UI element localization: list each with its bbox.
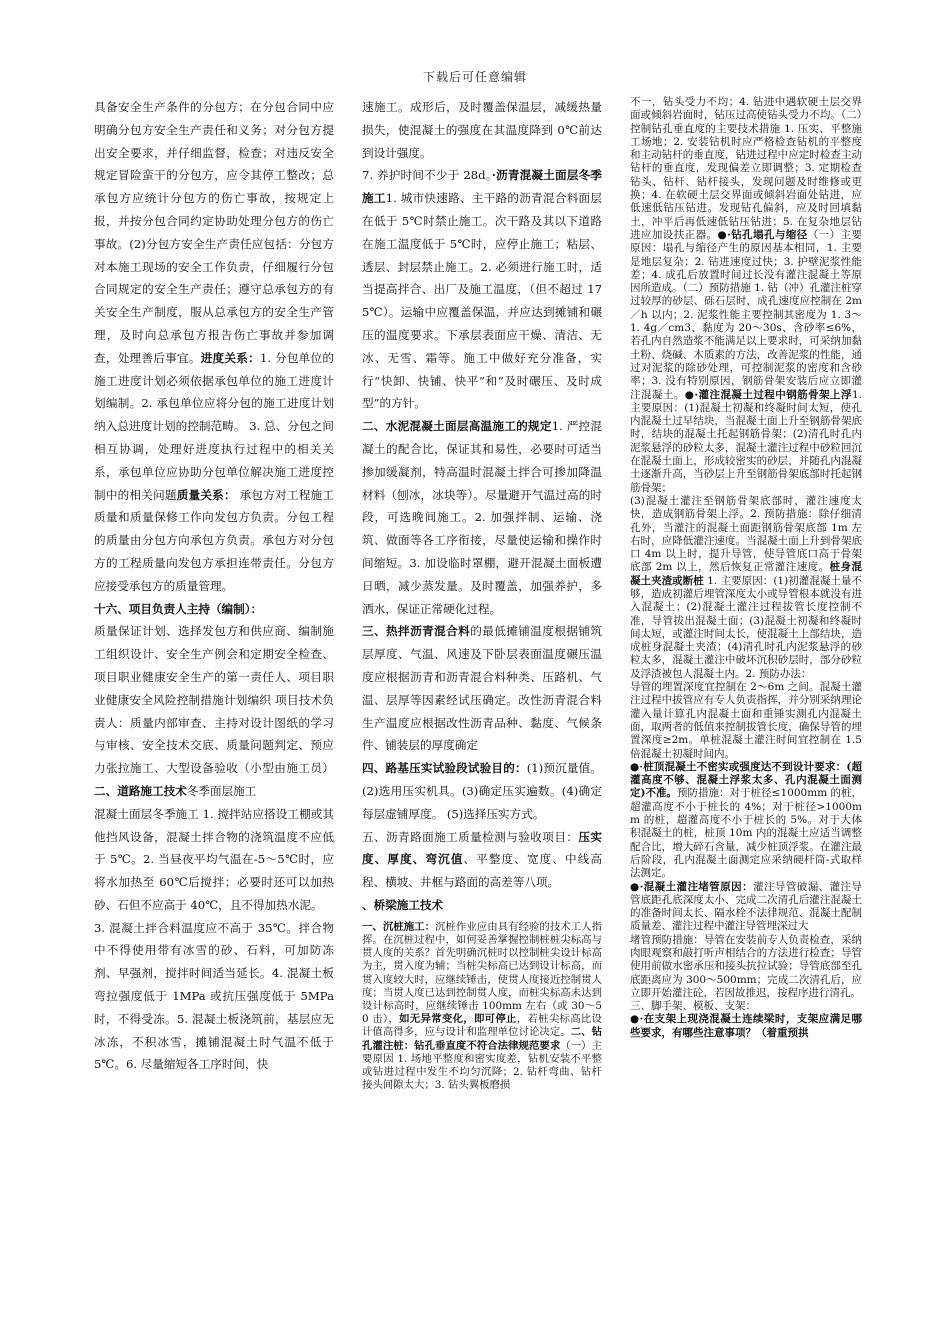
body-text: 堵管预防措施：导管在安装前专人负责检查，采纳肉眼观察和敲打听声相结合的方法进行检查；导管使用前做水密承压和接头抗拉试验；导管底部至孔底距离应为 300～500mm；完成二次清孔后，应立即开始灌注砼，若因故推迟，按程序进行清孔。 — [630, 933, 862, 999]
body-text: 1. 分包单位的施工进度计划必须依据承包单位的施工进度计划编制。2. 承包单位应将分包的施工进度计划纳入总进度计划的控制范畴。 3. 总、分包之间相互协调，处理好进度执行过程中的相关关系，承包单位应协助分包单位解决施工进度控制中的相关问题 — [94, 350, 334, 502]
bold-heading-text: ●·混凝土灌注堵管原因： — [630, 880, 754, 893]
body-text: 混凝土面层冬季施工 1. 搅拌站应搭设工棚或其他挡风设备，混凝土拌合物的浇筑温度不应低于 5℃。2. 当昼夜平均气温在-5～5℃时，应将水加热至 60℃后搅拌；必要时还可以加热砂、石但不应高于 40℃，且不得加热水泥。 — [94, 806, 334, 912]
body-text: 三、脚手架、模板、支架： — [630, 1000, 756, 1013]
bold-heading-text: 、桥梁施工技术 — [362, 897, 444, 912]
body-text: 预防措施：对于桩径≤1000mm 的桩，超灌高度不小于桩长的 4%；对于桩径>1000mm 的桩，超灌高度不小于桩长的 5%。对于大体积混凝土的桩，桩顶 10m 内的混凝土应适当调整配合比，增大碎石含量，减少桩顶浮浆。在灌注最后阶段，孔内混凝土面测定应采纳硬杆筒-式取样法测定。 — [630, 787, 862, 880]
body-text: 不一，钻头受力不均；4. 钻进中遇软硬土层交界面或倾斜岩面时，钻压过高使钻头受力不均。（二）控制钻孔垂直度的主要技术措施 1. 压实、平整施工场地；2. 安装钻机时应严格检查钻机的平整度和主动钻杆的垂直度，钻进过程中应定时检查主动钻杆的垂直度，发现偏差立即调整；3. 定期检查钻头、钻杆、钻杆接头，发现问题及时维修或更换；4. 在软硬土层交界面或倾斜岩面处钻进，应低速低钻压钻进。发现钻孔偏斜，应及时回填黏土，冲平后再低速低钻压钻进；5. 在复杂地层钻进应加设扶正器。 — [630, 96, 862, 241]
body-text: 质量保证计划、选择发包方和供应商、编制施工组织设计、安全生产例会和定期安全检查、项目职业健康安全生产的第一责任人、项目职业健康安全风险控制措施计划编织 项目技术负责人：质量内部审查、主持对设计图纸的学习与审核、安全技术交底、质量问题判定、预应力张拉施工、大型设备验收（小型由施工员） — [94, 624, 334, 776]
bridge-section-text — [362, 921, 602, 1093]
bold-heading-text: 进度关系： — [200, 350, 260, 365]
body-text: ，若桩尖标高比设计值高得多，应与设计和监理单位讨论决定。 — [362, 1013, 602, 1039]
body-text: 沉桩作业应由具有经验的技术工人指挥。在沉桩过程中，如何妥善掌握控制桩桩尖标高与贯人度的关系？首先明确沉桩时以控制桩尖设计标高为主，贯入度为辅；当桩尖标高已达到设计标高，而贯入度较大时，应继续锤击，使贯人度接近控制贯人度；当贯人度已达到控制贯人度，而桩尖标高未达到设计标高时，应继续锤击 100mm 左右（或 30～50 击）， — [362, 920, 602, 1026]
bold-heading-text: 桩身混凝土夹渣或断桩 — [630, 561, 862, 587]
body-text: (1)预沉量值。(2)选用压实机具。(3)确定压实遍数。(4)确定每层虚铺厚度。 (5)选择压实方式。 — [362, 761, 602, 821]
body-text: 灌注导管破漏、灌注导管底距孔底深度太小、完成二次清孔后灌注混凝土的准备时间太长、隔水栓不法律规范、混凝土配制质量差、灌注过程中灌注导管埋深过大 — [630, 880, 862, 933]
bold-heading-text: 如无异常变化，即可停止 — [399, 1013, 517, 1026]
text-column-middle — [362, 96, 602, 1092]
body-text: 五、沥青路面施工质量检测与验收项目： — [362, 829, 579, 844]
bold-heading-text: 一、沉桩施工： — [362, 920, 436, 933]
body-text: 7. 养护时间不少于 28d。 — [362, 168, 492, 183]
bold-heading-text: ●·桩顶混凝土不密实或强度达不到设计要求：(超灌高度不够、混凝土浮浆太多、孔内混凝土面测定)不准。 — [630, 760, 862, 800]
bold-heading-text: 十六、项目负责人主持（编制）： — [94, 601, 263, 616]
body-text: 1. 城市快速路、主干路的沥青混合料面层在低于 5℃时禁止施工。次干路及其以下道路在施工温度低于 5℃时，应停止施工；粘层、透层、封层禁止施工。2. 必须进行施工时，适当提高拌合、出厂及施工温度，（但不超过 175℃）。运输中应覆盖保温，并应达到摊铺和碾压的温度要求。下承层表面应干燥、清洁、无冰、无雪、霜等。施工中做好充分准备，实行“快卸、快铺、快平”和“及时碾压、及时成型”的方针。 — [362, 191, 602, 411]
text-column-left — [94, 96, 334, 1076]
body-text: （一）主要原因 1. 场地平整度和密实度差，钻机安装不平整或钻进过程中发生不均匀沉降；2. 钻杆弯曲、钻杆接头间隙太大；3. 钻头翼板磨损 — [362, 1039, 602, 1092]
body-text: 1. 主要原因：(1)混凝土初凝和终凝时间太短，使孔内混凝土过早结块，当混凝土面上升至钢筋骨架底时，结块的混凝土托起钢筋骨架；(2)清孔时孔内泥浆悬浮的砂粒太多，混凝土灌注过程中砂粒回沉在混凝土面上，形成较密实的砂层，并随孔内混凝土逐渐升高，当砂层上升至钢筋骨架底部时托起钢筋骨架； — [630, 388, 862, 494]
body-text: (3)混凝土灌注至钢筋骨架底部时，灌注速度太快，造成钢筋骨架上浮。2. 预防措施：除仔细清孔外，当灌注的混凝土面距钢筋骨架底部 1m 左右时，应降低灌注速度。当混凝土面上升到骨架底口 4m 以上时，提升导管，使导管底口高于骨架底部 2m 以上，然后恢复正常灌注速度。 — [630, 494, 862, 574]
bold-heading-text: ●·在支架上现浇混凝土连续梁时，支架应满足哪些要求，有哪些注意事项？（着重预拱 — [630, 1013, 862, 1039]
bold-heading-text: 三、热拌沥青混合料 — [362, 624, 471, 639]
page-header: 下载后可任意编辑 — [422, 70, 527, 84]
bold-heading-text: 二、道路施工技术 — [94, 783, 187, 798]
body-text: 的最低摊铺温度根据铺筑层厚度、气温、风速及下卧层表面温度碾压温度应根据沥青和沥青混合料种类、压路机、气温、层厚等因素经试压确定。改性沥青混合料生产温度应根据改性沥青品种、黏度、气候条件、铺装层的厚度确定 — [362, 624, 602, 753]
body-text: 冬季面层施工 — [186, 783, 257, 798]
bold-heading-text: ·沥青混凝土面层冬季施工 — [362, 168, 602, 206]
body-text: 、平整度、宽度、中线高程、横坡、井框与路面的高差等八项。 — [362, 852, 602, 890]
body-text: 速施工。成形后，及时覆盖保温层，减缓热量损失，使混凝土的强度在其温度降到 0℃前达到设计强度。 — [362, 100, 602, 160]
bold-heading-text: ●·钻孔塌孔与缩径 — [717, 228, 808, 241]
body-text: 1. 主要原因：(1)初灌混凝土量不够，造成初灌后埋管深度太小或导管根本就没有进入混凝土；(2)混凝土灌注过程拔管长度控制不准，导管拔出混凝土面；(3)混凝土初凝和终凝时间太短，或灌注时间太长，使混凝土上部结块，造成桩身混凝土夹渣；(4)清孔时孔内泥浆悬浮的砂粒太多，混凝土灌注中破坏沉积砂层时，部分砂粒及浮渣被包人混凝土内。2. 预防办法： — [630, 574, 862, 680]
bold-heading-text: 压实度、厚度、弯沉值 — [362, 829, 602, 867]
body-text: （一）主要原因：塌孔与缩径产生的原因基本相同，1. 主要是地层复杂；2. 钻进速度过快；3. 护壁泥浆性能差；4. 成孔后放置时间过长没有灌注混凝土等原因所造成。（二）预防措施 1. 钻（冲）孔灌注桩穿过较厚的砂层、砾石层时，成孔速度应控制在 2m／h 以内；2. 泥浆性能主要控制其密度为 1. 3～1. 4g／cm3、黏度为 20～30s、含砂率≤6%，若孔内自然造浆不能满足以上要求时，可采纳加黏土粉、烧碱、木质素的方法，改善泥浆的性能，通过对泥浆的除砂处理，可控制泥浆的密度和含砂率；3. 没有特别原因，钢筋骨架安装后应立即灌注混凝土。 — [630, 228, 862, 401]
text-column-right — [630, 96, 862, 1040]
bold-heading-text: ●·灌注混凝土过程中钢筋骨架上浮 — [684, 388, 852, 401]
bold-heading-text: 二、钻孔灌注桩：钻孔垂直度不符合法律规范要求 — [362, 1026, 602, 1052]
body-text: 导管的埋置深度宜控制在 2～6m 之间。混凝土灌注过程中拔管应有专人负责指挥，并分别采纳理论灌入量计算孔内混凝土面和重锤实测孔内混凝土面，取两者的低值来控制拔管长度，确保导管的埋置深度≥2m。单桩混凝土灌注时间宜控制在 1.5 倍混凝土初凝时间内。 — [630, 681, 862, 760]
body-text: 具备安全生产条件的分包方；在分包合同中应明确分包方安全生产责任和义务；对分包方提出安全要求，并仔细监督，检查；对违反安全规定冒险蛮干的分包方，应令其停工整改；总承包方应统计分包方的伤亡事故，按规定上报，并按分包合同约定协助处理分包方的伤亡事故。(2)分包方安全生产责任应包括：分包方对本施工现场的安全工作负责，仔细履行分包合同规定的安全生产责任；遵守总承包方的有关安全生产制度，服从总承包方的安全生产管理，及时向总承包方报告伤亡事故并参加调查，处理善后事宜。 — [94, 100, 334, 365]
bold-heading-text: 二、水泥混凝土面层高温施工的规定 — [362, 419, 552, 434]
bold-heading-text: 质量关系： — [176, 487, 236, 502]
body-text: 承包方对工程施工质量和质量保修工作向发包方负责。分包工程的质量由分包方向承包方负责。承包方对分包方的工程质量向发包方承担连带责任。分包方应接受承包方的质量管理。 — [94, 487, 334, 593]
body-text: 3. 混凝土拌合料温度应不高于 35℃。拌合物中不得使用带有冰雪的砂、石料，可加防冻剂、早强剂，搅拌时间适当延长。4. 混凝土板弯拉强度低于 1MPa 或抗压强度低于 5MPa 时，不得受冻。5. 混凝土板浇筑前，基层应无冰冻，不积冰雪，摊铺混凝土时气温不低于 5℃。6. 尽量缩短各工序时间，快 — [94, 920, 334, 1072]
body-text: 1. 严控混凝土的配合比，保证其和易性，必要时可适当掺加缓凝剂，特高温时混凝土拌合可掺加降温材料（刨冰，冰块等）。尽量避开气温过高的时段，可选晚间施工。2. 加强拌制、运输、浇筑、做面等各工序衔接，尽量使运输和操作时间缩短。3. 加设临时罩棚，避开混凝土面板遭日晒，减少蒸发量。及时覆盖，加强养护，多洒水，保证正常硬化过程。 — [362, 419, 602, 616]
bold-heading-text: 四、路基压实试验段试验目的： — [362, 761, 527, 776]
